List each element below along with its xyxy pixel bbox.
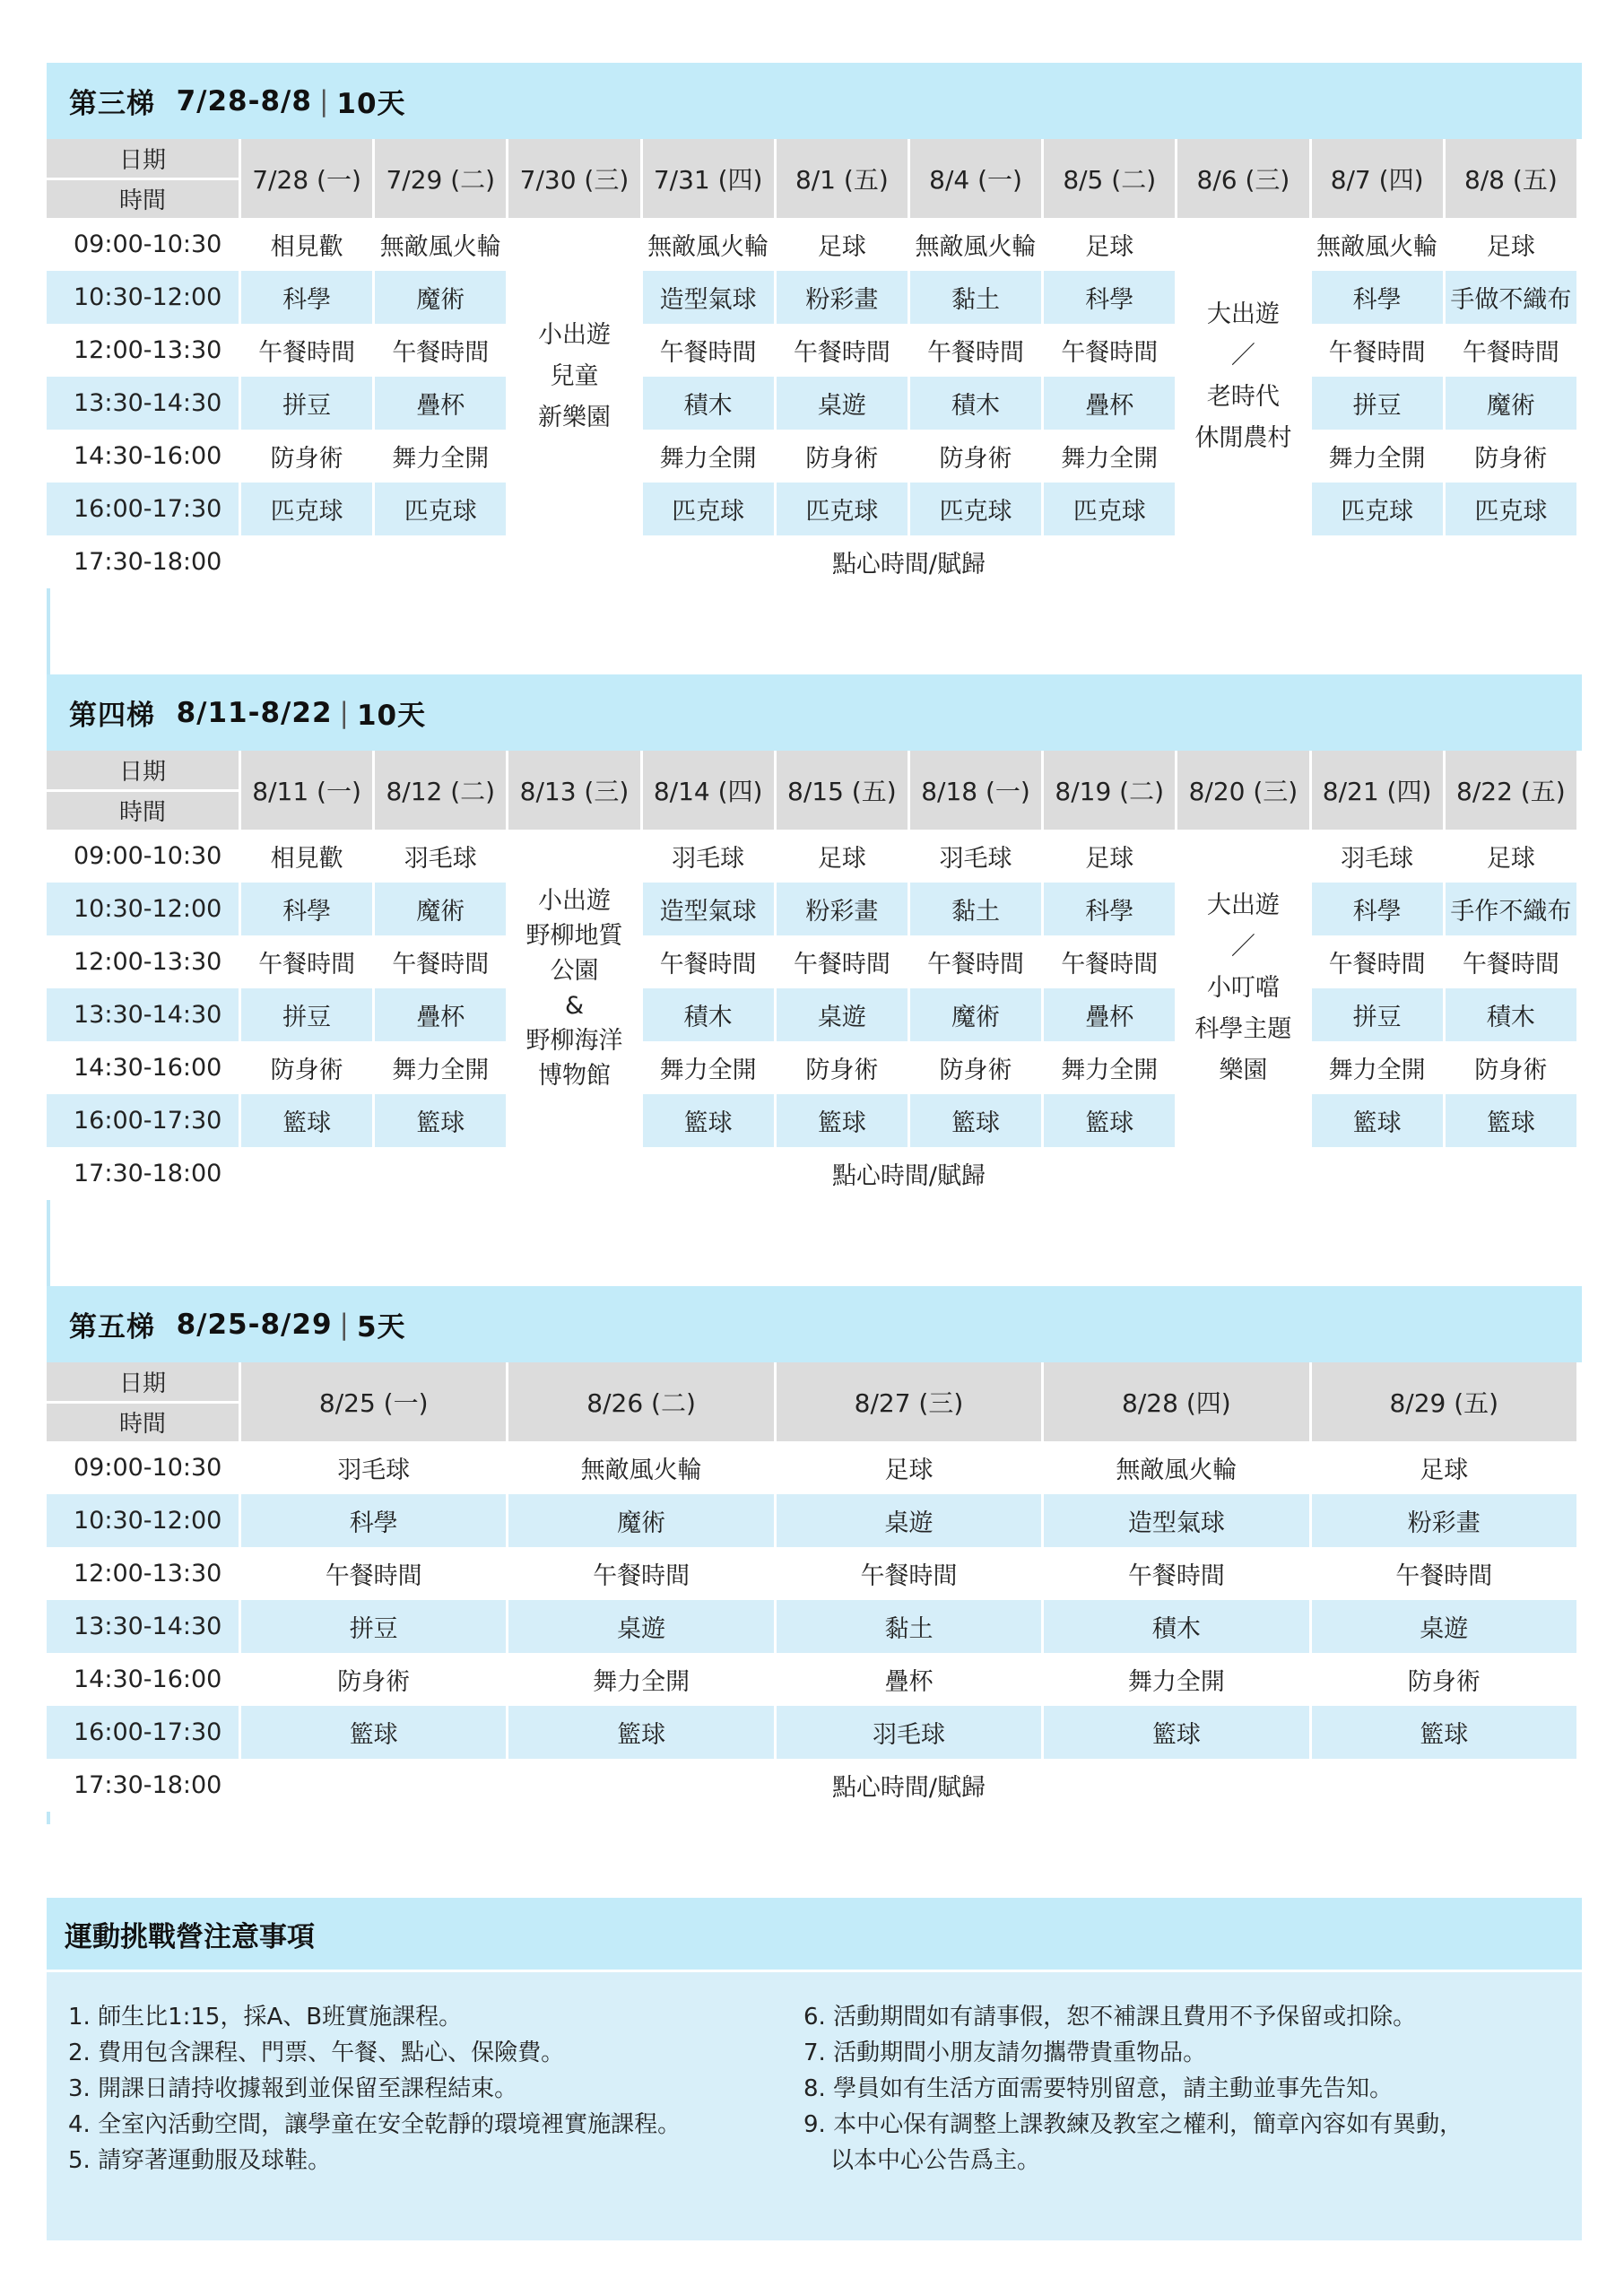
activity-cell: 午餐時間 [1044,935,1175,988]
section-title: 第四梯 [69,700,155,732]
table-row [47,1706,1576,1759]
section-header: 第三梯 7/28-8/8 | 10天 [47,63,1582,139]
table-row [47,1547,1576,1600]
time-slot: 13:30-14:30 [47,988,239,1041]
date-header: 8/26 (二) [508,1362,773,1441]
note-item: 6. 活動期間如有請事假，恕不補課且費用不予保留或扣除。 [803,2004,1417,2031]
activity-cell: 相見歡 [241,218,372,271]
notes-right [803,1999,1539,2179]
activity-cell: 午餐時間 [1312,324,1443,377]
activity-cell: 午餐時間 [508,1547,773,1600]
activity-cell: 魔術 [1446,377,1576,430]
table-row [47,535,1576,588]
section-title: 第五梯 [69,1311,155,1344]
time-slot: 09:00-10:30 [47,1441,239,1494]
activity-cell: 疊杯 [375,377,506,430]
activity-cell: 午餐時間 [910,935,1041,988]
date-header: 8/29 (五) [1312,1362,1576,1441]
table-row [47,1494,1576,1547]
snack-cell: 點心時間/賦歸 [241,1759,1576,1812]
time-slot: 10:30-12:00 [47,271,239,324]
date-header: 7/30 (三) [508,139,639,218]
activity-cell: 手作不織布 [1446,883,1576,935]
activity-cell: 相見歡 [241,830,372,883]
activity-cell: 午餐時間 [777,935,908,988]
activity-cell: 防身術 [1446,1041,1576,1094]
activity-cell: 桌遊 [1312,1600,1576,1653]
date-header: 8/27 (三) [777,1362,1041,1441]
date-header: 8/5 (二) [1044,139,1175,218]
activity-cell: 粉彩畫 [777,271,908,324]
activity-cell: 足球 [1446,830,1576,883]
activity-cell: 積木 [643,377,774,430]
date-header: 8/28 (四) [1044,1362,1308,1441]
note-item: 9. 本中心保有調整上課教練及教室之權利，簡章內容如有異動， [803,2111,1463,2138]
activity-cell: 午餐時間 [1446,324,1576,377]
notes-left [68,1999,803,2179]
activity-cell: 午餐時間 [910,324,1041,377]
date-header: 8/4 (一) [910,139,1041,218]
activity-cell: 黏土 [910,883,1041,935]
activity-cell: 疊杯 [1044,988,1175,1041]
activity-cell: 匹克球 [375,483,506,535]
activity-cell: 防身術 [241,430,372,483]
date-header: 8/6 (三) [1177,139,1308,218]
activity-cell: 足球 [1312,1441,1576,1494]
time-slot: 16:00-17:30 [47,483,239,535]
activity-cell: 無敵風火輪 [643,218,774,271]
time-slot: 12:00-13:30 [47,1547,239,1600]
activity-cell: 無敵風火輪 [375,218,506,271]
section-days: 10天 [356,700,427,732]
activity-cell: 科學 [1044,883,1175,935]
activity-cell: 粉彩畫 [777,883,908,935]
activity-cell: 科學 [241,883,372,935]
time-slot: 09:00-10:30 [47,218,239,271]
activity-cell: 籃球 [643,1094,774,1147]
activity-cell: 籃球 [241,1706,506,1759]
activity-cell: 手做不織布 [1446,271,1576,324]
activity-cell: 黏土 [910,271,1041,324]
activity-cell: 造型氣球 [1044,1494,1308,1547]
section-3 [47,63,1582,588]
section-header: 第四梯 8/11-8/22 | 10天 [47,674,1582,751]
section-dates: 7/28-8/8 [176,84,312,117]
table-row [47,1653,1576,1706]
date-header: 8/11 (一) [241,751,372,830]
activity-cell: 籃球 [375,1094,506,1147]
date-header: 8/21 (四) [1312,751,1443,830]
activity-cell: 科學 [241,1494,506,1547]
date-header: 8/19 (二) [1044,751,1175,830]
section-days: 10天 [336,88,406,120]
date-header: 7/28 (一) [241,139,372,218]
activity-cell: 午餐時間 [241,935,372,988]
activity-cell: 舞力全開 [1312,1041,1443,1094]
activity-cell: 疊杯 [375,988,506,1041]
trip-big: 大出遊 ／ 小叮噹 科學主題 樂園 [1177,830,1308,1147]
activity-cell: 舞力全開 [1312,430,1443,483]
activity-cell: 舞力全開 [375,430,506,483]
activity-cell: 午餐時間 [1446,935,1576,988]
activity-cell: 科學 [1044,271,1175,324]
activity-cell: 午餐時間 [1312,935,1443,988]
activity-cell: 無敵風火輪 [508,1441,773,1494]
time-slot: 16:00-17:30 [47,1094,239,1147]
note-item: 4. 全室內活動空間，讓學童在安全乾靜的環境裡實施課程。 [68,2111,682,2138]
activity-cell: 桌遊 [777,377,908,430]
date-header: 8/8 (五) [1446,139,1576,218]
activity-cell: 疊杯 [777,1653,1041,1706]
note-item: 5. 請穿著運動服及球鞋。 [68,2147,332,2174]
date-header: 8/22 (五) [1446,751,1576,830]
section-dates: 8/11-8/22 [176,696,333,729]
activity-cell: 拼豆 [1312,377,1443,430]
activity-cell: 籃球 [777,1094,908,1147]
activity-cell: 防身術 [1312,1653,1576,1706]
activity-cell: 拼豆 [241,988,372,1041]
activity-cell: 粉彩畫 [1312,1494,1576,1547]
schedule-table [44,751,1579,1200]
activity-cell: 拼豆 [1312,988,1443,1041]
activity-cell: 拼豆 [241,1600,506,1653]
activity-cell: 桌遊 [777,1494,1041,1547]
activity-cell: 籃球 [508,1706,773,1759]
table-row [47,324,1576,377]
table-row [47,430,1576,483]
table-row [47,483,1576,535]
note-item: 3. 開課日請持收據報到並保留至課程結束。 [68,2075,518,2102]
activity-cell: 積木 [910,377,1041,430]
activity-cell: 午餐時間 [1044,324,1175,377]
activity-cell: 無敵風火輪 [1044,1441,1308,1494]
notes-title: 運動挑戰營注意事項 [47,1898,1582,1972]
time-slot: 17:30-18:00 [47,1759,239,1812]
activity-cell: 積木 [1044,1600,1308,1653]
time-slot: 17:30-18:00 [47,1147,239,1200]
activity-cell: 防身術 [777,430,908,483]
activity-cell: 羽毛球 [643,830,774,883]
date-header: 7/31 (四) [643,139,774,218]
table-row [47,935,1576,988]
activity-cell: 羽毛球 [1312,830,1443,883]
activity-cell: 足球 [777,1441,1041,1494]
table-row [47,988,1576,1041]
activity-cell: 籃球 [1044,1706,1308,1759]
activity-cell: 午餐時間 [241,324,372,377]
activity-cell: 午餐時間 [375,935,506,988]
activity-cell: 午餐時間 [777,1547,1041,1600]
activity-cell: 魔術 [375,271,506,324]
activity-cell: 舞力全開 [1044,1041,1175,1094]
time-slot: 16:00-17:30 [47,1706,239,1759]
activity-cell: 匹克球 [1044,483,1175,535]
activity-cell: 午餐時間 [375,324,506,377]
activity-cell: 桌遊 [777,988,908,1041]
activity-cell: 午餐時間 [777,324,908,377]
activity-cell: 午餐時間 [1312,1547,1576,1600]
activity-cell: 舞力全開 [643,1041,774,1094]
activity-cell: 籃球 [1312,1706,1576,1759]
activity-cell: 匹克球 [910,483,1041,535]
table-row [47,883,1576,935]
section-4 [47,674,1582,1200]
activity-cell: 籃球 [910,1094,1041,1147]
activity-cell: 籃球 [241,1094,372,1147]
activity-cell: 足球 [1446,218,1576,271]
time-slot: 10:30-12:00 [47,1494,239,1547]
activity-cell: 匹克球 [777,483,908,535]
activity-cell: 羽毛球 [777,1706,1041,1759]
activity-cell: 舞力全開 [1044,1653,1308,1706]
table-row [47,1094,1576,1147]
date-header: 8/7 (四) [1312,139,1443,218]
date-header: 8/18 (一) [910,751,1041,830]
activity-cell: 午餐時間 [643,324,774,377]
time-slot: 17:30-18:00 [47,535,239,588]
activity-cell: 積木 [1446,988,1576,1041]
activity-cell: 籃球 [1312,1094,1443,1147]
schedule-table [44,139,1579,588]
header-corner: 日期 時間 [47,751,239,830]
activity-cell: 舞力全開 [643,430,774,483]
activity-cell: 科學 [241,271,372,324]
time-slot: 12:00-13:30 [47,935,239,988]
time-slot: 10:30-12:00 [47,883,239,935]
activity-cell: 疊杯 [1044,377,1175,430]
snack-cell: 點心時間/賦歸 [241,535,1576,588]
table-row [47,218,1576,271]
activity-cell: 足球 [777,830,908,883]
activity-cell: 防身術 [241,1041,372,1094]
table-row [47,1600,1576,1653]
date-header: 8/20 (三) [1177,751,1308,830]
activity-cell: 籃球 [1446,1094,1576,1147]
date-header: 7/29 (二) [375,139,506,218]
trip-big: 大出遊 ／ 老時代 休閒農村 [1177,218,1308,535]
time-slot: 14:30-16:00 [47,1041,239,1094]
activity-cell: 羽毛球 [910,830,1041,883]
time-slot: 12:00-13:30 [47,324,239,377]
note-item: 7. 活動期間小朋友請勿攜帶貴重物品。 [803,2039,1207,2066]
activity-cell: 拼豆 [241,377,372,430]
table-row [47,830,1576,883]
activity-cell: 防身術 [910,1041,1041,1094]
activity-cell: 黏土 [777,1600,1041,1653]
activity-cell: 羽毛球 [375,830,506,883]
table-row [47,1147,1576,1200]
activity-cell: 科學 [1312,271,1443,324]
table-row [47,271,1576,324]
schedule-table [44,1362,1579,1812]
activity-cell: 魔術 [910,988,1041,1041]
date-header: 8/25 (一) [241,1362,506,1441]
table-row [47,1041,1576,1094]
note-item: 8. 學員如有生活方面需要特別留意，請主動並事先告知。 [803,2075,1394,2102]
activity-cell: 足球 [1044,830,1175,883]
activity-cell: 羽毛球 [241,1441,506,1494]
activity-cell: 午餐時間 [1044,1547,1308,1600]
activity-cell: 魔術 [508,1494,773,1547]
activity-cell: 防身術 [1446,430,1576,483]
notes-panel [47,1898,1582,2240]
header-corner: 日期 時間 [47,1362,239,1441]
activity-cell: 防身術 [910,430,1041,483]
date-header: 8/14 (四) [643,751,774,830]
note-item: 2. 費用包含課程、門票、午餐、點心、保險費。 [68,2039,565,2066]
header-corner: 日期 時間 [47,139,239,218]
date-header: 8/12 (二) [375,751,506,830]
activity-cell: 科學 [1312,883,1443,935]
activity-cell: 無敵風火輪 [1312,218,1443,271]
date-header: 8/15 (五) [777,751,908,830]
activity-cell: 匹克球 [643,483,774,535]
activity-cell: 匹克球 [241,483,372,535]
activity-cell: 魔術 [375,883,506,935]
activity-cell: 無敵風火輪 [910,218,1041,271]
note-item: 1. 師生比1:15，採A、B班實施課程。 [68,2004,463,2031]
activity-cell: 足球 [777,218,908,271]
activity-cell: 匹克球 [1446,483,1576,535]
snack-cell: 點心時間/賦歸 [241,1147,1576,1200]
activity-cell: 舞力全開 [375,1041,506,1094]
time-slot: 13:30-14:30 [47,377,239,430]
activity-cell: 籃球 [1044,1094,1175,1147]
activity-cell: 防身術 [777,1041,908,1094]
section-days: 5天 [356,1311,406,1344]
table-row [47,1441,1576,1494]
note-item: 以本中心公告爲主。 [830,2147,1041,2174]
activity-cell: 防身術 [241,1653,506,1706]
activity-cell: 午餐時間 [241,1547,506,1600]
date-header: 8/13 (三) [508,751,639,830]
activity-cell: 足球 [1044,218,1175,271]
section-title: 第三梯 [69,88,155,120]
time-slot: 13:30-14:30 [47,1600,239,1653]
activity-cell: 造型氣球 [643,271,774,324]
table-row [47,377,1576,430]
trip-small: 小出遊 野柳地質 公園 & 野柳海洋 博物館 [508,830,639,1147]
table-row [47,1759,1576,1812]
date-header: 8/1 (五) [777,139,908,218]
activity-cell: 舞力全開 [508,1653,773,1706]
time-slot: 09:00-10:30 [47,830,239,883]
activity-cell: 積木 [643,988,774,1041]
activity-cell: 舞力全開 [1044,430,1175,483]
time-slot: 14:30-16:00 [47,1653,239,1706]
activity-cell: 午餐時間 [643,935,774,988]
time-slot: 14:30-16:00 [47,430,239,483]
section-5 [47,1286,1582,1812]
section-header: 第五梯 8/25-8/29 | 5天 [47,1286,1582,1362]
trip-small: 小出遊 兒童 新樂園 [508,218,639,535]
section-dates: 8/25-8/29 [176,1308,333,1341]
activity-cell: 匹克球 [1312,483,1443,535]
activity-cell: 桌遊 [508,1600,773,1653]
activity-cell: 造型氣球 [643,883,774,935]
